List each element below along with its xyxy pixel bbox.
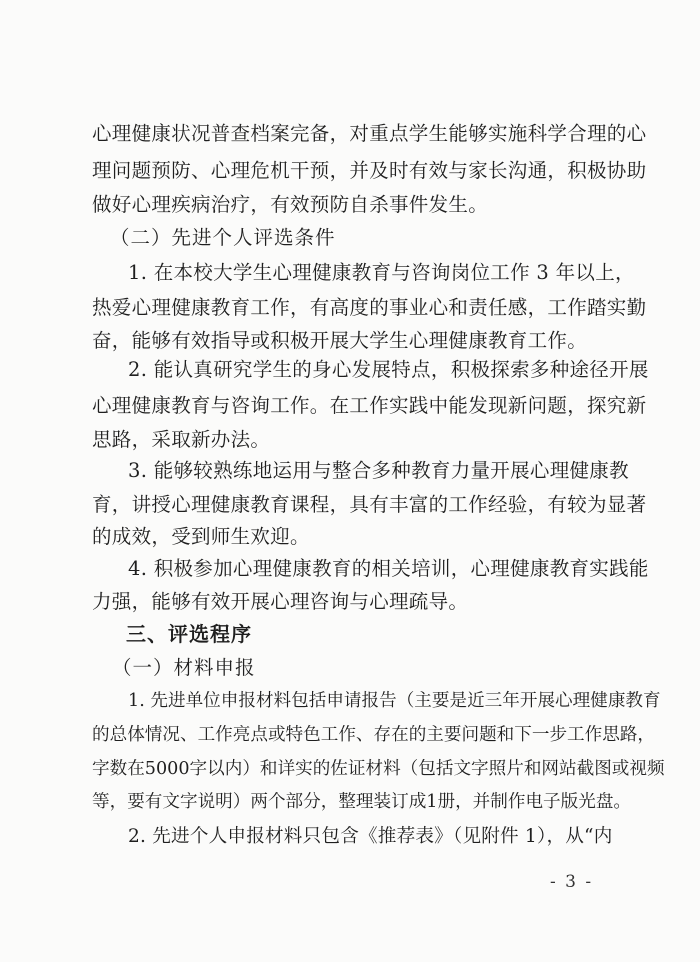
personal-item-3-line: 3. 能够较熟练地运用与整合多种教育力量开展心理健康教 (128, 459, 629, 482)
personal-item-3-line: 育，讲授心理健康教育课程，具有丰富的工作经验，有较为显著 (92, 493, 647, 516)
materials-item-1-line: 字数在5000字以内）和详实的佐证材料（包括文字照片和网站截图或视频 (92, 759, 665, 779)
materials-item-1-line: 等，要有文字说明）两个部分，整理装订成1册，并制作电子版光盘。 (92, 792, 632, 812)
personal-item-1-line: 奋，能够有效指导或积极开展大学生心理健康教育工作。 (92, 329, 588, 352)
personal-item-4-line: 力强，能够有效开展心理咨询与心理疏导。 (92, 590, 469, 613)
personal-item-2-line: 心理健康教育与咨询工作。在工作实践中能发现新问题，探究新 (92, 394, 647, 417)
subsection-heading-materials: （一）材料申报 (112, 656, 256, 679)
personal-item-3-line: 的成效，受到师生欢迎。 (92, 525, 310, 548)
paragraph-line: 理问题预防、心理危机干预，并及时有效与家长沟通，积极协助 (92, 159, 647, 182)
section-heading-procedure: 三、评选程序 (126, 622, 252, 646)
paragraph-line: 做好心理疾病治疗，有效预防自杀事件发生。 (92, 193, 489, 216)
personal-item-4-line: 4. 积极参加心理健康教育的相关培训，心理健康教育实践能 (128, 557, 649, 580)
paragraph-line: 心理健康状况普查档案完备，对重点学生能够实施科学合理的心 (92, 122, 647, 145)
personal-item-1-line: 1. 在本校大学生心理健康教育与咨询岗位工作 3 年以上， (128, 261, 635, 284)
materials-item-1-line: 的总体情况、工作亮点或特色工作、存在的主要问题和下一步工作思路， (92, 725, 656, 745)
page-number: - 3 - (550, 872, 594, 892)
personal-item-2-line: 2. 能认真研究学生的身心发展特点，积极探索多种途径开展 (128, 358, 649, 381)
personal-item-2-line: 思路，采取新办法。 (92, 428, 271, 451)
materials-item-2-line: 2. 先进个人申报材料只包含《推荐表》（见附件 1），从“内 (128, 826, 613, 847)
section-heading-personal: （二）先进个人评选条件 (110, 226, 336, 249)
materials-item-1-line: 1. 先进单位申报材料包括申请报告（主要是近三年开展心理健康教育 (128, 691, 661, 711)
personal-item-1-line: 热爱心理健康教育工作，有高度的事业心和责任感，工作踏实勤 (92, 296, 647, 319)
